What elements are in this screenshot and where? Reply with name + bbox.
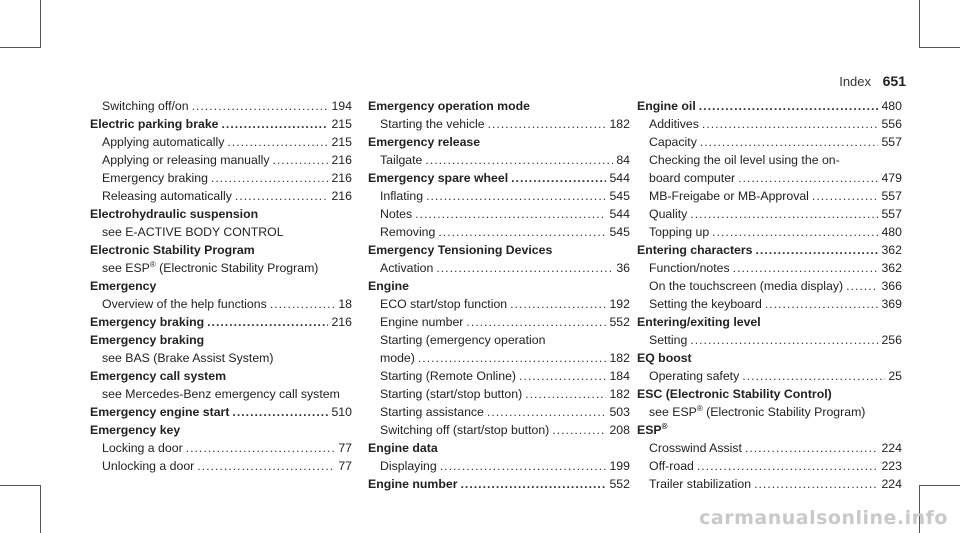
index-subentry xyxy=(637,259,902,277)
dot-leader xyxy=(438,223,606,241)
index-subentry xyxy=(368,295,630,313)
page-header xyxy=(839,73,906,89)
index-subentry xyxy=(90,295,352,313)
entry-text: Setting the keyboard xyxy=(649,297,762,311)
index-subentry xyxy=(368,403,630,421)
dot-leader xyxy=(733,259,879,277)
dot-leader xyxy=(812,187,879,205)
entry-text: Emergency engine start xyxy=(90,405,230,419)
page-reference: 36 xyxy=(616,261,630,275)
entry-text: Engine xyxy=(368,279,409,293)
page-reference: 199 xyxy=(609,459,630,473)
entry-text: Function/notes xyxy=(649,261,730,275)
page-reference: 479 xyxy=(881,171,902,185)
page-reference: 224 xyxy=(881,441,902,455)
crop-mark xyxy=(920,47,960,48)
index-subentry xyxy=(637,295,902,313)
page-reference: 552 xyxy=(609,315,630,329)
dot-leader xyxy=(211,169,329,187)
dot-leader xyxy=(690,331,878,349)
page-reference: 215 xyxy=(331,135,352,149)
index-entry-heading xyxy=(90,277,352,295)
index-subentry xyxy=(90,223,352,241)
entry-text: Operating safety xyxy=(649,369,740,383)
index-subentry xyxy=(637,439,902,457)
entry-text: Additives xyxy=(649,117,699,131)
dot-leader xyxy=(511,169,606,187)
page-reference: 362 xyxy=(881,243,902,257)
index-entry-heading xyxy=(90,313,352,331)
dot-leader xyxy=(186,439,336,457)
index-subentry xyxy=(637,115,902,133)
index-subentry xyxy=(368,259,630,277)
entry-text: Inflating xyxy=(380,189,424,203)
dot-leader xyxy=(466,313,606,331)
dot-leader xyxy=(272,151,328,169)
entry-text: Applying or releasing manually xyxy=(102,153,270,167)
page-reference: 366 xyxy=(881,279,902,293)
entry-text: Removing xyxy=(380,225,436,239)
entry-text: Electric parking brake xyxy=(90,117,219,131)
dot-leader xyxy=(461,475,607,493)
entry-text: Applying automatically xyxy=(102,135,225,149)
entry-text: Engine oil xyxy=(637,99,696,113)
page-number: 651 xyxy=(882,73,906,89)
entry-text: Emergency operation mode xyxy=(368,99,530,113)
dot-leader xyxy=(742,367,885,385)
page-reference: 216 xyxy=(331,171,352,185)
dot-leader xyxy=(510,295,606,313)
page-reference: 216 xyxy=(331,153,352,167)
index-entry-heading xyxy=(637,241,902,259)
page-reference: 544 xyxy=(609,171,630,185)
index-subentry xyxy=(368,421,630,439)
entry-text: Activation xyxy=(380,261,434,275)
entry-text: Emergency braking xyxy=(90,333,205,347)
crop-mark xyxy=(40,485,41,533)
entry-text: Emergency spare wheel xyxy=(368,171,509,185)
index-subentry xyxy=(90,133,352,151)
watermark: carmanualsonline.info xyxy=(699,507,948,529)
page-reference: 77 xyxy=(338,459,352,473)
dot-leader xyxy=(426,187,606,205)
index-subentry xyxy=(637,151,902,169)
index-entry-heading xyxy=(368,277,630,295)
page-reference: 256 xyxy=(881,333,902,347)
crop-mark xyxy=(40,0,41,48)
page-reference: 557 xyxy=(881,135,902,149)
dot-leader xyxy=(425,151,613,169)
page-reference: 545 xyxy=(609,189,630,203)
dot-leader xyxy=(754,475,878,493)
index-subentry xyxy=(637,277,902,295)
dot-leader xyxy=(690,205,878,223)
entry-text: Switching off/on xyxy=(102,99,189,113)
entry-text: Setting xyxy=(649,333,688,347)
page-reference: 480 xyxy=(881,99,902,113)
index-entry-heading xyxy=(637,97,902,115)
dot-leader xyxy=(745,439,879,457)
entry-text: Engine number xyxy=(368,477,458,491)
dot-leader xyxy=(699,97,879,115)
index-entry-heading xyxy=(368,97,630,115)
entry-text: ECO start/stop function xyxy=(380,297,508,311)
index-entry-heading xyxy=(637,349,902,367)
dot-leader xyxy=(436,259,613,277)
entry-text: see BAS (Brake Assist System) xyxy=(102,351,274,365)
page-reference: 552 xyxy=(609,477,630,491)
dot-leader xyxy=(700,133,879,151)
entry-text: Entering/exiting level xyxy=(637,315,761,329)
entry-text: Emergency release xyxy=(368,135,481,149)
index-subentry xyxy=(90,349,352,367)
dot-leader xyxy=(525,385,606,403)
dot-leader xyxy=(418,349,607,367)
entry-text: mode) xyxy=(380,351,415,365)
entry-text: board computer xyxy=(649,171,736,185)
entry-text: Emergency Tensioning Devices xyxy=(368,243,553,257)
entry-text: On the touchscreen (media display) xyxy=(649,279,844,293)
crop-mark xyxy=(0,47,40,48)
dot-leader xyxy=(765,295,879,313)
entry-text: see ESP® (Electronic Stability Program) xyxy=(649,403,866,419)
page-reference: 557 xyxy=(881,189,902,203)
index-entry-heading xyxy=(368,241,630,259)
entry-text: Electronic Stability Program xyxy=(90,243,255,257)
dot-leader xyxy=(738,169,878,187)
index-subentry xyxy=(90,439,352,457)
entry-text: ESP® xyxy=(637,421,668,437)
page-reference: 182 xyxy=(609,117,630,131)
index-subentry xyxy=(90,169,352,187)
index-subentry xyxy=(637,169,902,187)
entry-text: Checking the oil level using the on- xyxy=(649,153,840,167)
page-reference: 480 xyxy=(881,225,902,239)
page-reference: 192 xyxy=(609,297,630,311)
index-subentry xyxy=(368,367,630,385)
entry-text: Electrohydraulic suspension xyxy=(90,207,259,221)
page-reference: 84 xyxy=(616,153,630,167)
dot-leader xyxy=(207,313,328,331)
entry-text: Quality xyxy=(649,207,688,221)
entry-text: Overview of the help functions xyxy=(102,297,267,311)
index-subentry xyxy=(90,151,352,169)
page-reference: 557 xyxy=(881,207,902,221)
index-column-1 xyxy=(90,97,352,475)
index-subentry xyxy=(637,187,902,205)
entry-text: Emergency xyxy=(90,279,157,293)
entry-text: Displaying xyxy=(380,459,437,473)
page-reference: 545 xyxy=(609,225,630,239)
index-subentry xyxy=(637,223,902,241)
crop-mark xyxy=(919,0,920,48)
dot-leader xyxy=(846,277,878,295)
entry-text: Engine number xyxy=(380,315,464,329)
page-reference: 18 xyxy=(338,297,352,311)
page-reference: 369 xyxy=(881,297,902,311)
page-reference: 182 xyxy=(609,387,630,401)
dot-leader xyxy=(235,187,329,205)
index-subentry xyxy=(368,187,630,205)
index-subentry xyxy=(368,331,630,349)
entry-text: Notes xyxy=(380,207,413,221)
index-entry-heading xyxy=(90,205,352,223)
index-subentry xyxy=(368,313,630,331)
entry-text: Engine data xyxy=(368,441,438,455)
index-column-3 xyxy=(637,97,902,493)
dot-leader xyxy=(487,403,607,421)
index-subentry xyxy=(368,151,630,169)
page-reference: 182 xyxy=(609,351,630,365)
entry-text: Starting (emergency operation xyxy=(380,333,546,347)
index-entry-heading xyxy=(90,331,352,349)
page-reference: 556 xyxy=(881,117,902,131)
entry-text: see ESP® (Electronic Stability Program) xyxy=(102,259,319,275)
entry-text: Emergency braking xyxy=(102,171,208,185)
entry-text: EQ boost xyxy=(637,351,692,365)
index-subentry xyxy=(90,187,352,205)
page-reference: 216 xyxy=(331,315,352,329)
entry-text: Entering characters xyxy=(637,243,753,257)
dot-leader xyxy=(192,97,329,115)
index-subentry xyxy=(368,205,630,223)
crop-mark xyxy=(920,485,960,486)
index-entry-heading xyxy=(90,367,352,385)
entry-text: see E-ACTIVE BODY CONTROL xyxy=(102,225,284,239)
entry-text: MB-Freigabe or MB-Approval xyxy=(649,189,809,203)
entry-text: Emergency key xyxy=(90,423,181,437)
index-subentry xyxy=(368,223,630,241)
entry-text: Crosswind Assist xyxy=(649,441,742,455)
index-entry-heading xyxy=(90,403,352,421)
entry-text: Starting (start/stop button) xyxy=(380,387,523,401)
dot-leader xyxy=(697,457,879,475)
index-subentry xyxy=(637,475,902,493)
entry-text: Trailer stabilization xyxy=(649,477,752,491)
header-label: Index xyxy=(839,74,872,89)
dot-leader xyxy=(702,115,879,133)
entry-text: Unlocking a door xyxy=(102,459,195,473)
index-subentry xyxy=(637,205,902,223)
index-subentry xyxy=(90,385,352,403)
entry-text: Off-road xyxy=(649,459,694,473)
entry-text: Emergency call system xyxy=(90,369,227,383)
index-subentry xyxy=(368,115,630,133)
page-reference: 208 xyxy=(609,423,630,437)
dot-leader xyxy=(552,421,606,439)
dot-leader xyxy=(222,115,329,133)
index-subentry xyxy=(637,367,902,385)
page-reference: 77 xyxy=(338,441,352,455)
page-reference: 215 xyxy=(331,117,352,131)
dot-leader xyxy=(415,205,606,223)
page-reference: 362 xyxy=(881,261,902,275)
index-subentry xyxy=(368,457,630,475)
index-entry-heading xyxy=(637,313,902,331)
index-column-2 xyxy=(368,97,630,493)
page-reference: 184 xyxy=(609,369,630,383)
index-entry-heading xyxy=(368,133,630,151)
entry-text: Locking a door xyxy=(102,441,183,455)
index-subentry xyxy=(637,457,902,475)
page-reference: 223 xyxy=(881,459,902,473)
index-entry-heading xyxy=(368,439,630,457)
page-reference: 544 xyxy=(609,207,630,221)
index-subentry xyxy=(90,259,352,277)
index-entry-heading xyxy=(637,421,902,439)
entry-text: Capacity xyxy=(649,135,697,149)
dot-leader xyxy=(270,295,336,313)
index-subentry xyxy=(637,403,902,421)
page-reference: 216 xyxy=(331,189,352,203)
index-subentry xyxy=(90,457,352,475)
index-subentry xyxy=(368,385,630,403)
page-reference: 503 xyxy=(609,405,630,419)
entry-text: Tailgate xyxy=(380,153,423,167)
dot-leader xyxy=(440,457,607,475)
entry-text: Starting assistance xyxy=(380,405,484,419)
dot-leader xyxy=(519,367,606,385)
dot-leader xyxy=(756,241,879,259)
index-subentry xyxy=(368,349,630,367)
dot-leader xyxy=(712,223,878,241)
index-subentry xyxy=(637,133,902,151)
page-reference: 194 xyxy=(331,99,352,113)
dot-leader xyxy=(488,115,607,133)
index-entry-heading xyxy=(368,475,630,493)
dot-leader xyxy=(232,403,328,421)
page-reference: 25 xyxy=(888,369,902,383)
crop-mark xyxy=(0,485,40,486)
entry-text: Switching off (start/stop button) xyxy=(380,423,550,437)
index-subentry xyxy=(90,97,352,115)
entry-text: Starting (Remote Online) xyxy=(380,369,517,383)
page-reference: 510 xyxy=(331,405,352,419)
index-entry-heading xyxy=(90,421,352,439)
entry-text: Releasing automatically xyxy=(102,189,232,203)
entry-text: Topping up xyxy=(649,225,710,239)
dot-leader xyxy=(227,133,328,151)
index-entry-heading xyxy=(90,241,352,259)
index-entry-heading xyxy=(368,169,630,187)
entry-text: Emergency braking xyxy=(90,315,205,329)
dot-leader xyxy=(197,457,335,475)
index-entry-heading xyxy=(637,385,902,403)
index-subentry xyxy=(637,331,902,349)
entry-text: Starting the vehicle xyxy=(380,117,485,131)
entry-text: see Mercedes-Benz emergency call system xyxy=(102,387,340,401)
index-entry-heading xyxy=(90,115,352,133)
entry-text: ESC (Electronic Stability Control) xyxy=(637,387,832,401)
page-reference: 224 xyxy=(881,477,902,491)
